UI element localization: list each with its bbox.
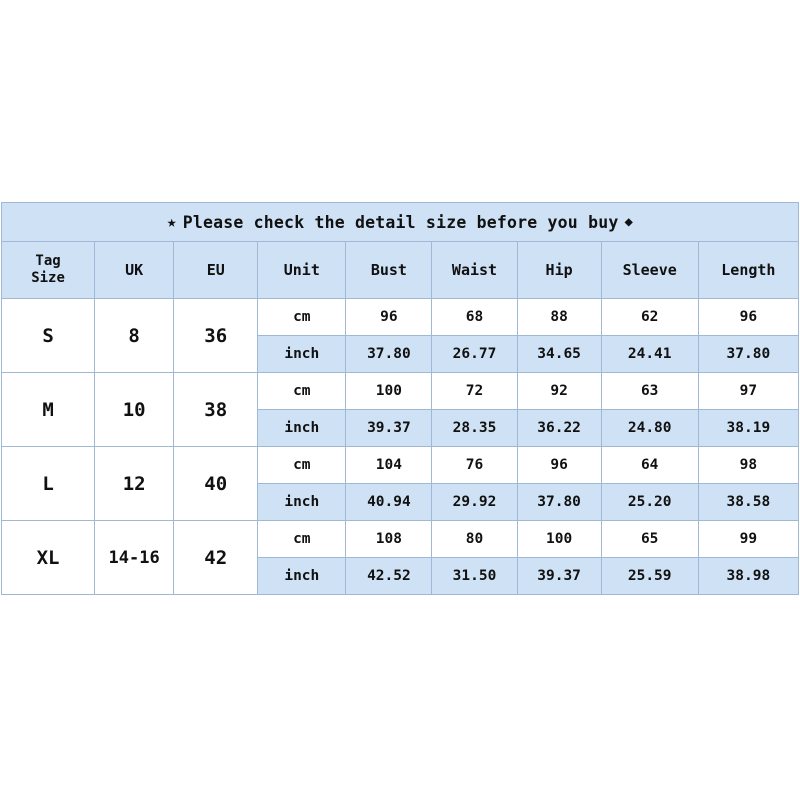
row-sleeve-inch: 25.20 [601,484,698,521]
row-length-cm: 98 [698,447,798,484]
row-hip-inch: 34.65 [517,336,601,373]
row-uk: 10 [95,373,174,447]
row-waist-cm: 72 [432,373,517,410]
row-bust-cm: 104 [346,447,432,484]
row-sleeve-cm: 63 [601,373,698,410]
row-hip-cm: 92 [517,373,601,410]
row-length-inch: 37.80 [698,336,798,373]
table-row [2,521,799,558]
diamond-icon: ◆ [624,214,634,230]
row-unit-inch: inch [258,336,346,373]
row-sleeve-cm: 62 [601,299,698,336]
row-uk: 12 [95,447,174,521]
row-uk: 14-16 [95,521,174,595]
row-bust-inch: 42.52 [346,558,432,595]
row-unit-cm: cm [258,447,346,484]
row-waist-cm: 68 [432,299,517,336]
star-icon: ★ [166,212,177,231]
row-sleeve-inch: 24.80 [601,410,698,447]
row-waist-cm: 76 [432,447,517,484]
size-chart [0,202,800,595]
row-bust-cm: 100 [346,373,432,410]
row-hip-inch: 39.37 [517,558,601,595]
row-size: L [2,447,95,521]
row-length-inch: 38.98 [698,558,798,595]
row-unit-inch: inch [258,410,346,447]
row-bust-inch: 39.37 [346,410,432,447]
row-unit-cm: cm [258,521,346,558]
header-tag-size-line2: Size [31,270,65,286]
row-sleeve-cm: 64 [601,447,698,484]
row-hip-inch: 36.22 [517,410,601,447]
header-tag-size [2,242,95,299]
row-size: M [2,373,95,447]
row-hip-cm: 100 [517,521,601,558]
row-waist-inch: 28.35 [432,410,517,447]
header-bust: Bust [346,242,432,299]
row-bust-cm: 108 [346,521,432,558]
header-sleeve: Sleeve [601,242,698,299]
row-eu: 40 [174,447,258,521]
row-length-cm: 99 [698,521,798,558]
row-length-inch: 38.58 [698,484,798,521]
row-sleeve-inch: 24.41 [601,336,698,373]
row-hip-cm: 88 [517,299,601,336]
row-eu: 36 [174,299,258,373]
size-table [1,202,799,595]
banner-text: Please check the detail size before you buy [182,212,619,232]
table-row [2,447,799,484]
row-bust-cm: 96 [346,299,432,336]
row-hip-cm: 96 [517,447,601,484]
row-sleeve-cm: 65 [601,521,698,558]
row-bust-inch: 40.94 [346,484,432,521]
row-unit-cm: cm [258,373,346,410]
row-waist-inch: 31.50 [432,558,517,595]
row-length-cm: 97 [698,373,798,410]
header-row [2,242,799,299]
banner [2,203,799,242]
row-waist-inch: 29.92 [432,484,517,521]
row-uk: 8 [95,299,174,373]
row-unit-cm: cm [258,299,346,336]
header-unit: Unit [258,242,346,299]
banner-row [2,203,799,242]
row-unit-inch: inch [258,484,346,521]
row-bust-inch: 37.80 [346,336,432,373]
header-eu: EU [174,242,258,299]
row-length-cm: 96 [698,299,798,336]
header-waist: Waist [432,242,517,299]
table-row [2,373,799,410]
row-unit-inch: inch [258,558,346,595]
row-eu: 38 [174,373,258,447]
header-uk: UK [95,242,174,299]
header-length: Length [698,242,798,299]
row-length-inch: 38.19 [698,410,798,447]
row-size: S [2,299,95,373]
table-row [2,299,799,336]
row-waist-inch: 26.77 [432,336,517,373]
row-eu: 42 [174,521,258,595]
row-size: XL [2,521,95,595]
header-tag-size-line1: Tag [35,252,61,269]
row-sleeve-inch: 25.59 [601,558,698,595]
row-hip-inch: 37.80 [517,484,601,521]
header-hip: Hip [517,242,601,299]
row-waist-cm: 80 [432,521,517,558]
